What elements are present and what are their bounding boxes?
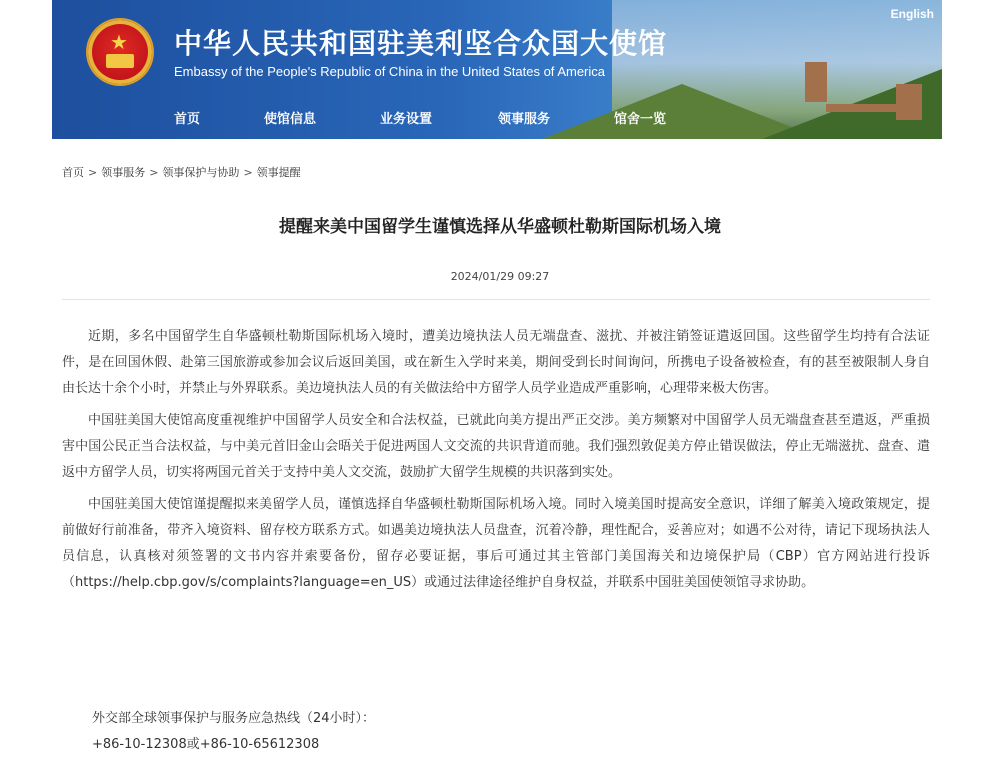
english-language-link[interactable]: English: [890, 7, 934, 21]
embassy-title-en: Embassy of the People's Republic of China in the United States of America: [174, 64, 605, 79]
article-paragraph: 中国驻美国大使馆谨提醒拟来美留学人员，谨慎选择自华盛顿杜勒斯国际机场入境。同时入境美国时提高安全意识，详细了解美入境政策规定，提前做好行前准备，带齐入境资料、留存校方联系方式。如遇美边境执法人员盘查，沉着冷静，理性配合，妥善应对；如遇不公对待，请记下现场执法人员信息，认真核对须签署的文书内容并索要备份，留存必要证据，事后可通过其主管部门美国海关和边境保护局（CBP）官方网站进行投诉（https://help.cbp.gov/s/complaints?language=en_US）或通过法律途径维护自身权益，并联系中国驻美国使领馆寻求协助。: [62, 497, 930, 590]
nav-item-consular[interactable]: 领事服务: [498, 112, 551, 127]
article-title: 提醒来美中国留学生谨慎选择从华盛顿杜勒斯国际机场入境: [279, 217, 721, 237]
star-icon: ★: [110, 30, 128, 54]
nav-item-premises[interactable]: 馆舍一览: [614, 112, 667, 127]
tiananmen-icon: [106, 54, 134, 68]
header-banner: [52, 0, 942, 139]
hotline-info: [92, 706, 375, 758]
nav-item-embassy-info[interactable]: 使馆信息: [264, 112, 317, 127]
breadcrumb-consular-reminder[interactable]: 领事提醒: [256, 166, 301, 179]
embassy-title-cn: 中华人民共和国驻美利坚合众国大使馆: [174, 27, 668, 60]
national-emblem-icon[interactable]: [88, 20, 152, 84]
nav-item-business[interactable]: 业务设置: [380, 112, 433, 127]
breadcrumb-separator: >: [149, 166, 159, 179]
breadcrumb-separator: >: [88, 166, 98, 179]
great-wall-tower: [896, 84, 922, 120]
hotline-label: 外交部全球领事保护与服务应急热线（24小时）：: [92, 711, 376, 726]
hotline-numbers: +86-10-12308或+86-10-65612308: [92, 737, 320, 752]
breadcrumb-home[interactable]: 首页: [62, 166, 84, 179]
breadcrumb-consular-services[interactable]: 领事服务: [101, 166, 146, 179]
great-wall-tower: [805, 62, 827, 102]
article-paragraph: 中国驻美国大使馆高度重视维护中国留学人员安全和合法权益，已就此向美方提出严正交涉。美方频繁对中国留学人员无端盘查甚至遣返，严重损害中国公民正当合法权益，与中美元首旧金山会晤关于促进两国人文交流的共识背道而驰。我们强烈敦促美方停止错误做法，停止无端滋扰、盘查、遣返中方留学人员，切实将两国元首关于支持中美人文交流，鼓励扩大留学生规模的共识落到实处。: [62, 413, 930, 480]
article-body: [62, 324, 930, 602]
article-date: 2024/01/29 09:27: [450, 270, 550, 283]
breadcrumb-separator: >: [243, 166, 253, 179]
breadcrumb-consular-protection[interactable]: 领事保护与协助: [162, 166, 240, 179]
breadcrumb: [62, 164, 301, 180]
divider: [62, 299, 930, 300]
article-paragraph: 近期，多名中国留学生自华盛顿杜勒斯国际机场入境时，遭美边境执法人员无端盘查、滋扰、并被注销签证遣返回国。这些留学生均持有合法证件，是在回国休假、赴第三国旅游或参加会议后返回美国，或在新生入学时来美，期间受到长时间询问，所携电子设备被检查，有的甚至被限制人身自由长达十余个小时，并禁止与外界联系。美边境执法人员的有关做法给中方留学人员学业造成严重影响，心理带来极大伤害。: [62, 329, 930, 396]
nav-item-home[interactable]: 首页: [174, 112, 201, 127]
great-wall-segment: [826, 104, 896, 112]
